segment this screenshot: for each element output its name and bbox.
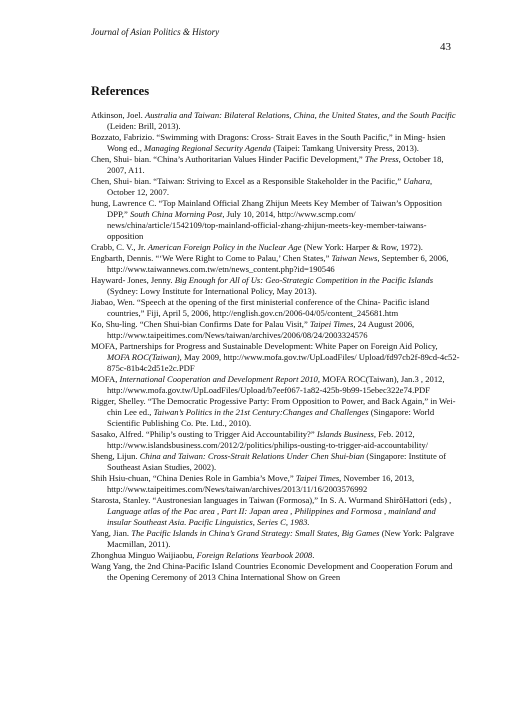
ref-part: MOFA, Partnerships for Progress and Sustainable Development: White Paper on Foreign Aid Policy, <box>91 341 438 351</box>
ref-part: , October 12, 2007. <box>107 176 433 197</box>
ref-title: Taiwan News <box>331 253 378 263</box>
ref-title: Australia and Taiwan: Bilateral Relations, China, the United States, and the South Pacific <box>144 110 456 120</box>
reference-item <box>91 110 461 132</box>
ref-title: The Press <box>364 154 399 164</box>
reference-item <box>91 319 461 341</box>
ref-part: Wang Yang, the 2nd China-Pacific Island Countries Economic Development and Cooperation Forum and the Opening Ceremony of 2013 China International Show on Green <box>91 561 453 582</box>
ref-title: Taiwan’s Politics in the 21st Century:Changes and Challenges <box>153 407 369 417</box>
ref-part: (Singapore: Institute of Southeast Asian Studies, 2002). <box>107 451 447 472</box>
reference-list <box>91 110 461 583</box>
reference-item <box>91 550 461 561</box>
reference-item <box>91 297 461 319</box>
reference-item <box>91 253 461 275</box>
ref-part: (New York: Harper & Row, 1972). <box>301 242 423 252</box>
reference-item <box>91 198 461 242</box>
ref-part: (Singapore: World Scientific Publishing Co. Pte. Ltd., 2010). <box>107 407 435 428</box>
ref-part: Crabb, C. V., Jr. <box>91 242 148 252</box>
reference-item <box>91 275 461 297</box>
ref-part: , Feb. 2012, http://www.islandsbusiness.com/2012/2/politics/philips-ousting-to-trigger-aid-accountability/ <box>107 429 429 450</box>
reference-item <box>91 396 461 429</box>
ref-part: (New York: Palgrave Macmillan, 2011). <box>107 528 455 549</box>
reference-item <box>91 451 461 473</box>
reference-item <box>91 374 461 396</box>
reference-item <box>91 242 461 253</box>
reference-item <box>91 154 461 176</box>
ref-part: Chen, Shui- bian. “China’s Authoritarian Values Hinder Pacific Development,” <box>91 154 365 164</box>
reference-item <box>91 429 461 451</box>
ref-title: Taipei Times <box>309 319 354 329</box>
ref-part: , October 18, 2007, A11. <box>107 154 444 175</box>
ref-title: Taipei Times <box>295 473 340 483</box>
ref-part: (Leiden: Brill, 2013). <box>107 121 181 131</box>
ref-part: (Sydney: Lowy Institute for International Policy, May 2013). <box>107 286 317 296</box>
ref-part: Atkinson, Joel. <box>91 110 145 120</box>
ref-part: Sheng, Lijun. <box>91 451 140 461</box>
ref-title: China and Taiwan: Cross-Strait Relations Under Chen Shui-bian <box>139 451 365 461</box>
ref-part: Sasako, Alfred. “Philip’s ousting to Trigger Aid Accountability?” <box>91 429 317 439</box>
ref-part: , July 10, 2014, http://www.scmp.com/ news/china/article/1542109/top-mainland-official-zhang-zhijun-meets-key-member-taiwans-opposition <box>107 209 427 241</box>
ref-title: American Foreign Policy in the Nuclear Age <box>147 242 302 252</box>
reference-item <box>91 528 461 550</box>
ref-title: Managing Regional Security Agenda <box>144 143 272 153</box>
ref-part: (Taipei: Tamkang University Press, 2013). <box>271 143 419 153</box>
ref-title: The Pacific Islands in China’s Grand Strategy: Small States, Big Games <box>131 528 380 538</box>
ref-part: Hayward- Jones, Jenny. <box>91 275 175 285</box>
ref-part: Jiabao, Wen. “Speech at the opening of the first ministerial conference of the China- Pacific island countries,” Fiji, April 5, 2006, http://english.gov.cn/2006-04/05/content_245681.htm <box>91 297 430 318</box>
ref-part: , 24 August 2006, http://www.taipeitimes.com/News/taiwan/archives/2006/08/24/2003324576 <box>107 319 415 340</box>
reference-item <box>91 495 461 528</box>
ref-title: South China Morning Post <box>129 209 223 219</box>
ref-part: Ko, Shu-ling. “Chen Shui-bian Confirms Date for Palau Visit,” <box>91 319 310 329</box>
ref-title: Foreign Relations Yearbook 2008 <box>196 550 313 560</box>
ref-part: hung, Lawrence C. “Top Mainland Official Zhang Zhijun Meets Key Member of Taiwan’s Opposition DPP,” <box>91 198 442 219</box>
ref-part: Bozzato, Fabrizio. “Swimming with Dragons: Cross- Strait Eaves in the South Pacific,” in Ming- hsien Wong ed., <box>91 132 446 153</box>
ref-title: MOFA ROC(Taiwan) <box>107 352 180 362</box>
ref-part: , September 6, 2006, http://www.taiwannews.com.tw/etn/news_content.php?id=190546 <box>107 253 449 274</box>
section-heading: References <box>91 84 150 98</box>
ref-title: Uahara <box>403 176 431 186</box>
ref-part: Shih Hsiu-chuan, “China Denies Role in Gambia’s Move,” <box>91 473 296 483</box>
ref-part: Engbarth, Dennis. “‘We Were Right to Come to Palau,’ Chen States,” <box>91 253 332 263</box>
ref-part: Rigger, Shelley. “The Democratic Progessive Party: From Opposition to Power, and Back Again,” in Wei-chin Lee ed., <box>91 396 456 417</box>
ref-part: , MOFA ROC(Taiwan), Jan.3 , 2012, http://www.mofa.gov.tw/UpLoadFiles/Upload/b7eef067-1a82-425b-9b99-15ebec322e74.PDF <box>107 374 445 395</box>
ref-part: , November 16, 2013, http://www.taipeitimes.com/News/taiwan/archives/2013/11/16/2003576992 <box>107 473 415 494</box>
reference-item <box>91 473 461 495</box>
ref-part: Chen, Shui- bian. “Taiwan: Striving to Excel as a Responsible Stakeholder in the Pacific,” <box>91 176 404 186</box>
journal-title: Journal of Asian Politics & History <box>91 27 220 37</box>
ref-title: Islands Business <box>316 429 374 439</box>
ref-part: Starosta, Stanley. “Austronesian languages in Taiwan (Formosa),” In S. A. Wurmand ShirôHattori (eds) , <box>91 495 452 505</box>
ref-part: Yang, Jian. <box>91 528 132 538</box>
ref-title: International Cooperation and Development Report 2010 <box>119 374 318 384</box>
reference-item <box>91 132 461 154</box>
reference-item <box>91 176 461 198</box>
ref-part: Zhonghua Minguo Waijiaobu, <box>91 550 197 560</box>
ref-part: , May 2009, http://www.mofa.gov.tw/UpLoadFiles/ Upload/fd97cb2f-89cd-4c52-875c-81b4c2d51e2c.PDF <box>107 352 460 373</box>
ref-part: MOFA, <box>91 374 120 384</box>
reference-item <box>91 561 461 583</box>
ref-title: Big Enough for All of Us: Geo-Strategic Competition in the Pacific Islands <box>174 275 434 285</box>
ref-title: Language atlas of the Pac area , Part II: Japan area , Philippines and Formosa , mainland and insular Southeast Asia. Pacific Linguistics, Series C, 1983. <box>107 506 436 527</box>
page-number: 43 <box>440 41 451 53</box>
ref-part: . <box>312 550 315 560</box>
reference-item <box>91 341 461 374</box>
